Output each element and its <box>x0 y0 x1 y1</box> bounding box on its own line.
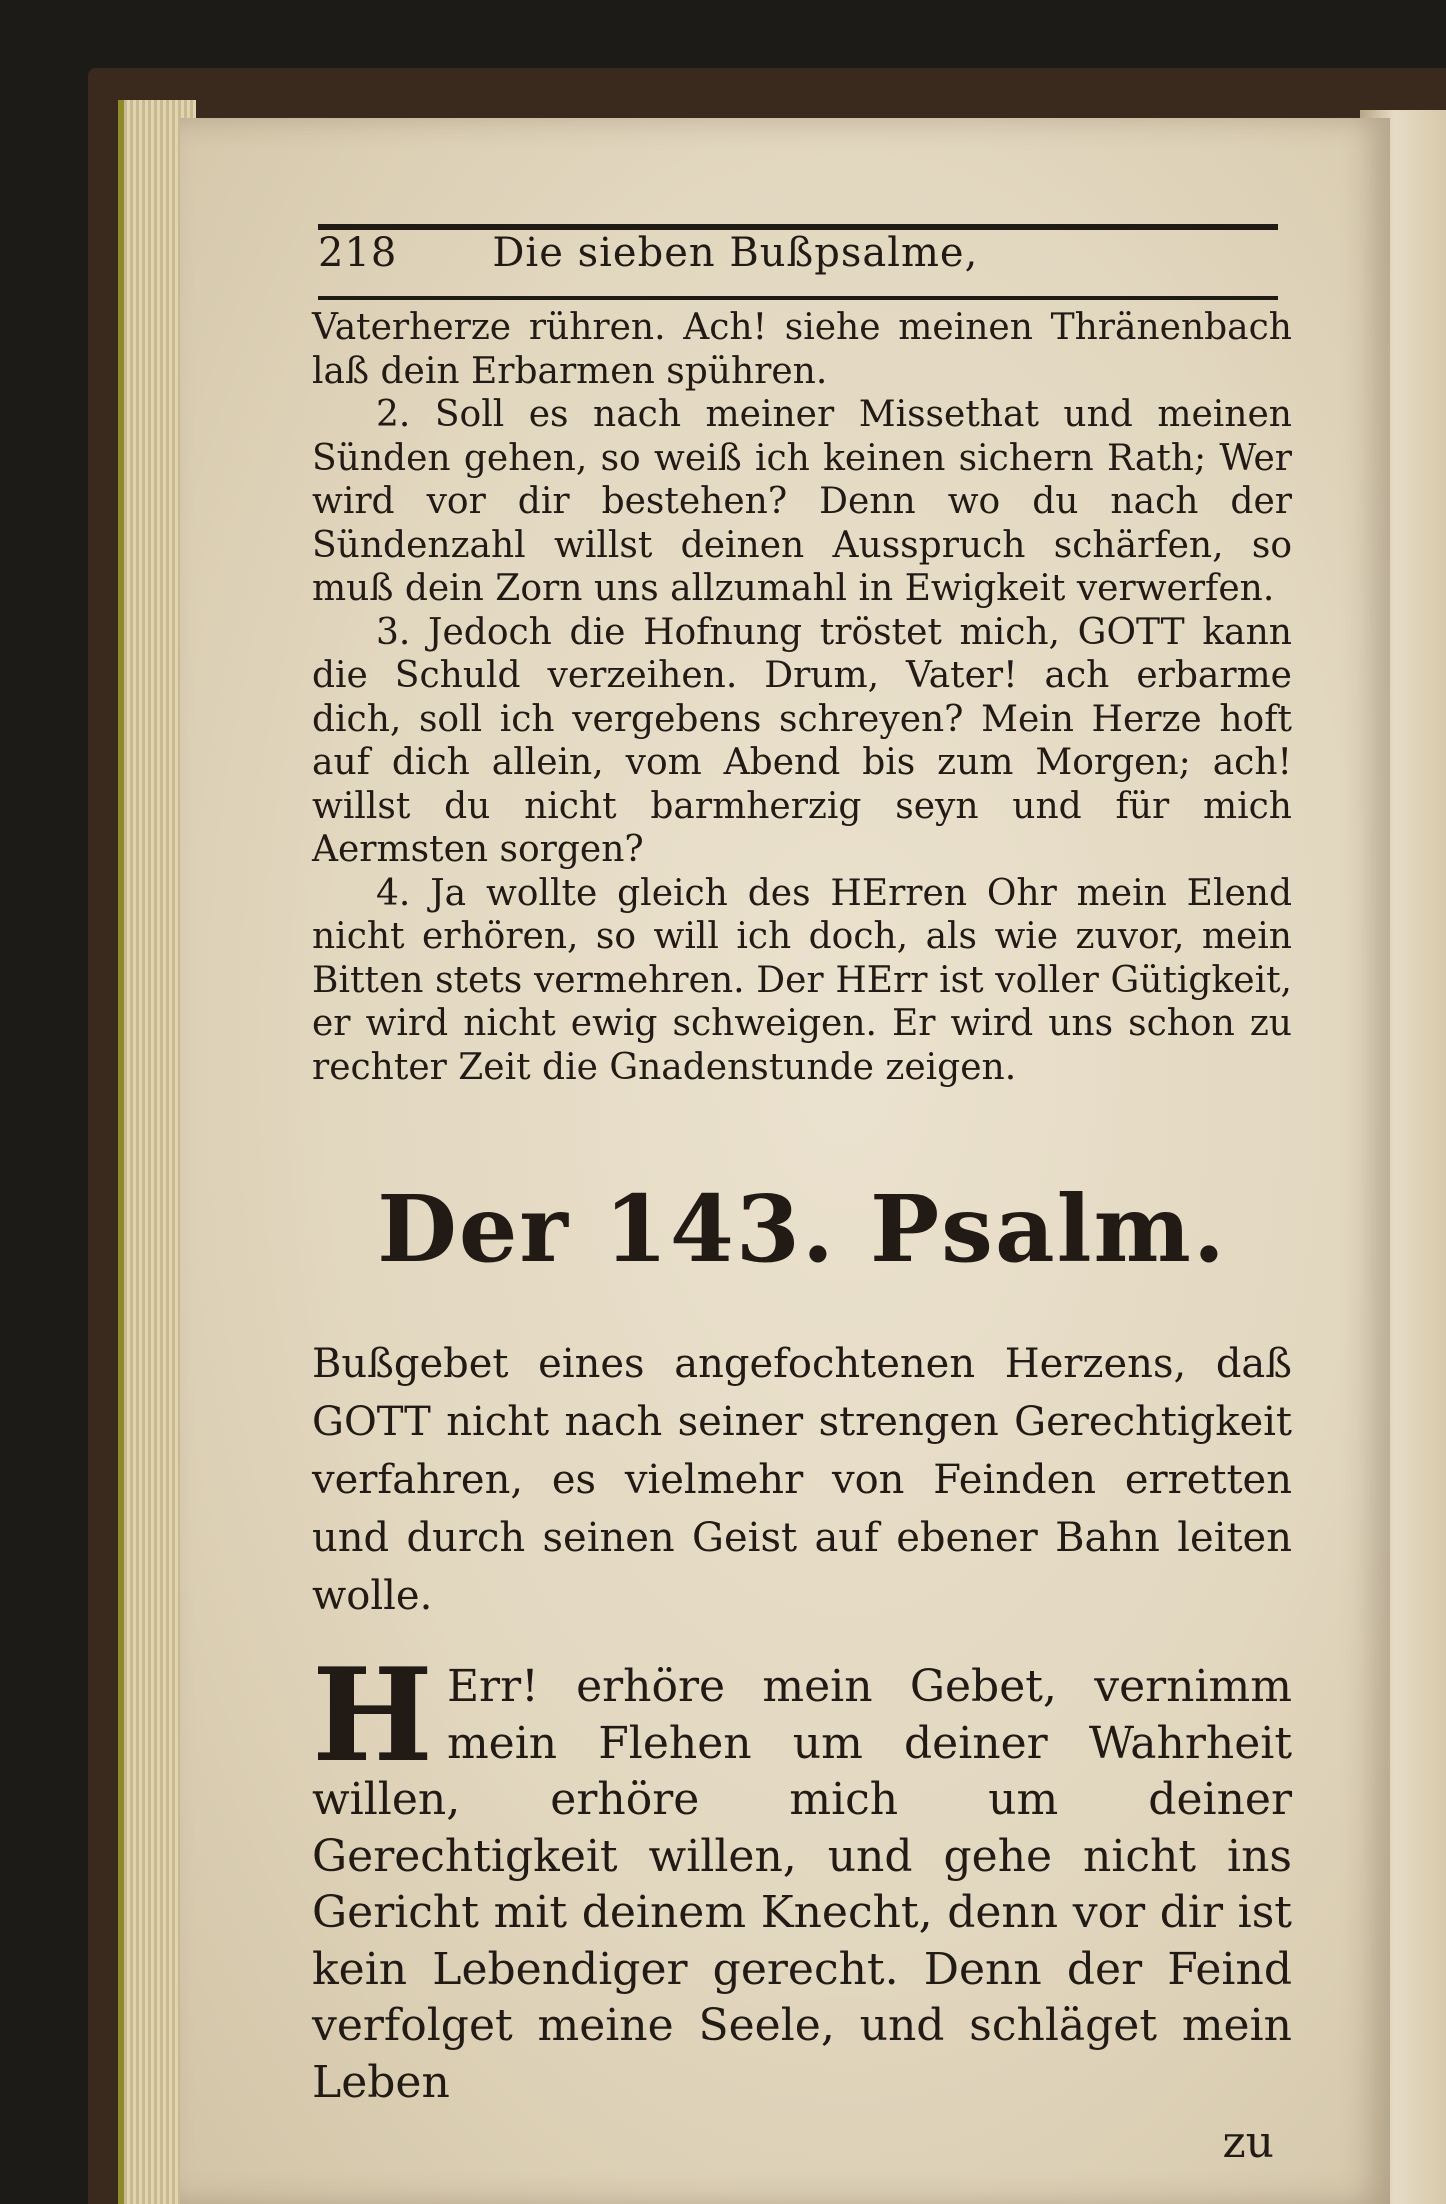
verse-3: 3. Jedoch die Hofnung tröstet mich, GOTT kann die Schuld verzeihen. Drum, Vater! ach erbarme dich, soll ich vergebens schreyen? Mein Herze hoft auf dich allein, vom Abend bis zum Morgen; ach! willst du nicht barmherzig seyn und für mich Aermsten sorgen? <box>312 611 1292 870</box>
psalm-verse-text: Err! erhöre mein Gebet, vernimm mein Flehen um deiner Wahrheit willen, erhöre mich um deiner Gerechtigkeit willen, und gehe nicht ins Gericht mit deinem Knecht, denn vor dir ist kein Lebendiger gerecht. Denn der Feind verfolget meine Seele, und schläget mein Leben <box>312 1661 1292 2108</box>
running-head <box>318 230 1292 290</box>
running-title: Die sieben Bußpsalme, <box>492 230 979 276</box>
psalm-title: Der 143. Psalm. <box>377 1175 1227 1283</box>
verse-2: 2. Soll es nach meiner Missethat und meinen Sünden gehen, so weiß ich keinen sichern Rath; Wer wird vor dir bestehen? Denn wo du nach der Sündenzahl willst deinen Ausspruch schärfen, so muß dein Zorn uns allzumahl in Ewigkeit verwerfen. <box>312 394 1292 609</box>
drop-cap: H <box>312 1641 433 1791</box>
page-number: 218 <box>318 230 398 276</box>
psalm-summary: Bußgebet eines angefochtenen Herzens, daß GOTT nicht nach seiner strengen Gerechtigkeit verfahren, es vielmehr von Feinden erretten und durch seinen Geist auf ebener Bahn leiten wolle. <box>312 1341 1292 1619</box>
page-content <box>312 230 1292 2168</box>
previous-psalm-continuation: Vaterherze rühren. Ach! siehe meinen Thränenbach laß dein Erbarmen spühren. <box>312 307 1292 392</box>
catchword: zu <box>1222 2117 1274 2168</box>
psalm-verse-1 <box>312 1641 1292 2111</box>
verse-4: 4. Ja wollte gleich des HErren Ohr mein Elend nicht erhören, so will ich doch, als wie zuvor, mein Bitten stets vermehren. Der HErr ist voller Gütigkeit, er wird nicht ewig schweigen. Er wird uns schon zu rechter Zeit die Gnadenstunde zeigen. <box>312 872 1292 1088</box>
